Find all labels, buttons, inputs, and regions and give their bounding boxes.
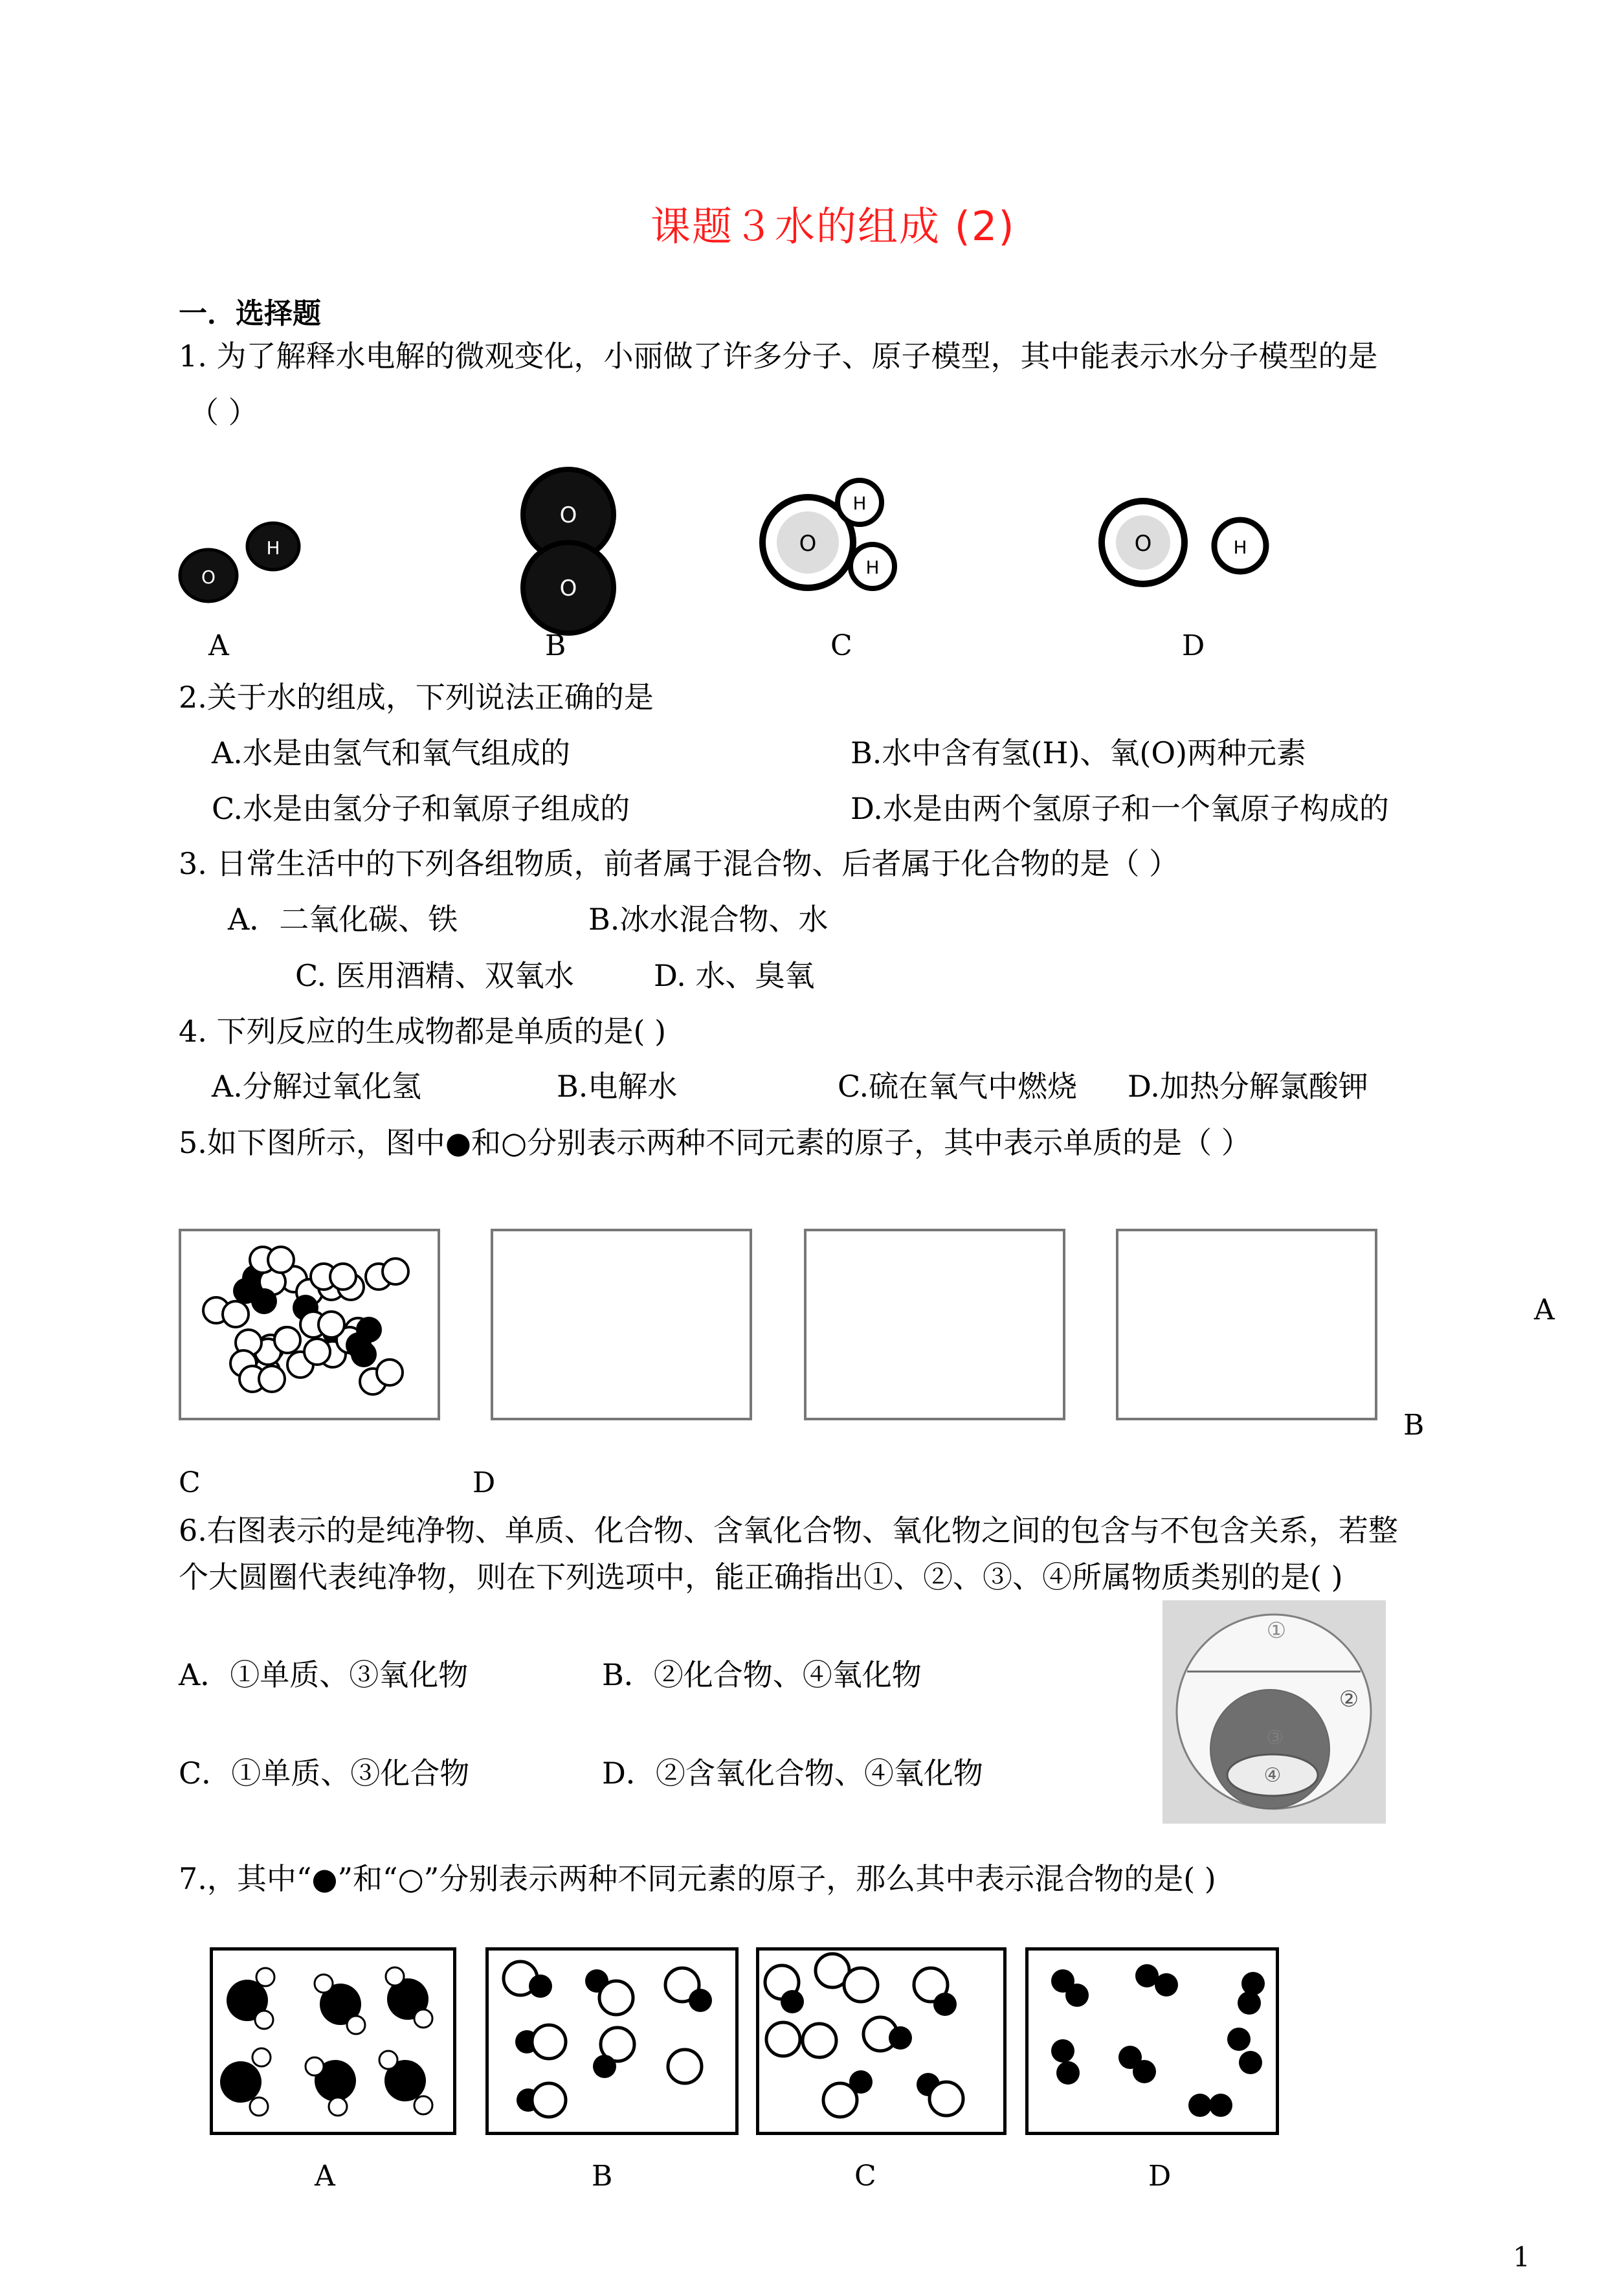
q6-circle-label-2: ② xyxy=(1339,1686,1359,1712)
svg-text:O: O xyxy=(559,502,577,528)
question-3-stem: 3. 日常生活中的下列各组物质，前者属于混合物、后者属于化合物的是（ ） xyxy=(179,846,1179,881)
q5-label-a-right: A xyxy=(1534,1293,1555,1326)
q2-option-a: A.水是由氢气和氧气组成的 xyxy=(212,735,570,770)
q5-label-d-bottom: D xyxy=(473,1466,496,1499)
svg-text:O: O xyxy=(201,566,216,588)
page-number: 1 xyxy=(1513,2241,1530,2273)
question-4-stem: 4. 下列反应的生成物都是单质的是( ) xyxy=(179,1014,667,1049)
question-6-line-2: 个大圆圈代表纯净物，则在下列选项中，能正确指出①、②、③、④所属物质类别的是( ) xyxy=(179,1560,1343,1594)
q6-diagram xyxy=(1162,1600,1386,1824)
q3-option-c: C. 医用酒精、双氧水 xyxy=(295,958,574,993)
q5-label-c-bottom: C xyxy=(179,1466,201,1499)
svg-text:H: H xyxy=(266,537,280,559)
q1-model-d xyxy=(1102,501,1266,584)
q6-circle-label-4: ④ xyxy=(1263,1764,1282,1787)
question-7-stem: 7.，其中“●”和“○”分别表示两种不同元素的原子，那么其中表示混合物的是( ) xyxy=(179,1861,1216,1896)
svg-text:H: H xyxy=(1233,537,1247,558)
q2-option-c: C.水是由氢分子和氧原子组成的 xyxy=(212,791,630,826)
q4-option-b: B.电解水 xyxy=(557,1069,678,1104)
svg-text:H: H xyxy=(865,557,880,578)
q1-model-b xyxy=(523,469,614,633)
q2-option-b: B.水中含有氢(H)、氧(O)两种元素 xyxy=(851,735,1307,770)
q1-model-c xyxy=(762,480,895,588)
q6-option-c: C．①单质、③化合物 xyxy=(179,1756,470,1791)
q7-box-d-particles xyxy=(1051,1964,1265,2117)
question-1-line-1: 1. 为了解释水电解的微观变化，小丽做了许多分子、原子模型，其中能表示水分子模型的是 xyxy=(179,339,1378,374)
svg-text:H: H xyxy=(852,493,867,514)
q3-option-b: B.冰水混合物、水 xyxy=(588,902,829,937)
svg-text:O: O xyxy=(1134,531,1152,557)
q2-option-d: D.水是由两个氢原子和一个氧原子构成的 xyxy=(851,791,1389,826)
question-6-line-1: 6.右图表示的是纯净物、单质、化合物、含氧化合物、氧化物之间的包含与不包含关系，若整 xyxy=(179,1513,1398,1548)
q6-option-a: A．①单质、③氧化物 xyxy=(179,1657,469,1692)
q4-option-d: D.加热分解氯酸钾 xyxy=(1128,1069,1368,1104)
question-5-particles xyxy=(179,1229,1377,1420)
q1-model-a xyxy=(180,523,299,601)
question-2-stem: 2.关于水的组成，下列说法正确的是 xyxy=(179,680,654,715)
q3-option-a: A．二氧化碳、铁 xyxy=(228,902,458,937)
q1-label-d: D xyxy=(1182,629,1205,662)
q7-label-c: C xyxy=(854,2160,876,2193)
svg-text:O: O xyxy=(799,531,817,557)
q4-option-c: C.硫在氧气中燃烧 xyxy=(838,1069,1078,1104)
q7-box-a-particles xyxy=(220,1967,432,2116)
q1-label-c: C xyxy=(830,629,852,662)
section-heading: 一．选择题 xyxy=(179,297,321,330)
q4-option-a: A.分解过氧化氢 xyxy=(212,1069,421,1104)
q7-label-d: D xyxy=(1148,2160,1172,2193)
question-1-models xyxy=(175,466,1624,686)
q1-label-a: A xyxy=(208,629,229,662)
q6-circle-label-3: ③ xyxy=(1266,1727,1284,1749)
q6-option-b: B．②化合物、④氧化物 xyxy=(602,1657,922,1692)
page-title: 课题３水的组成 (2) xyxy=(651,203,1016,250)
q1-label-b: B xyxy=(545,629,566,662)
q6-circle-label-1: ① xyxy=(1266,1618,1287,1644)
q7-label-b: B xyxy=(592,2160,613,2193)
question-1-line-2: （ ） xyxy=(189,395,258,430)
q7-label-a: A xyxy=(315,2160,335,2193)
svg-text:O: O xyxy=(559,576,577,601)
question-7-particles xyxy=(210,1947,1279,2135)
q5-label-b-right: B xyxy=(1403,1409,1425,1442)
q7-box-b-particles xyxy=(504,1962,712,2117)
q7-box-c-particles xyxy=(765,1954,963,2117)
q3-option-d: D. 水、臭氧 xyxy=(654,958,815,993)
question-5-stem: 5.如下图所示，图中●和○分别表示两种不同元素的原子，其中表示单质的是（ ） xyxy=(179,1125,1251,1160)
q6-option-d: D．②含氧化合物、④氧化物 xyxy=(602,1756,983,1791)
